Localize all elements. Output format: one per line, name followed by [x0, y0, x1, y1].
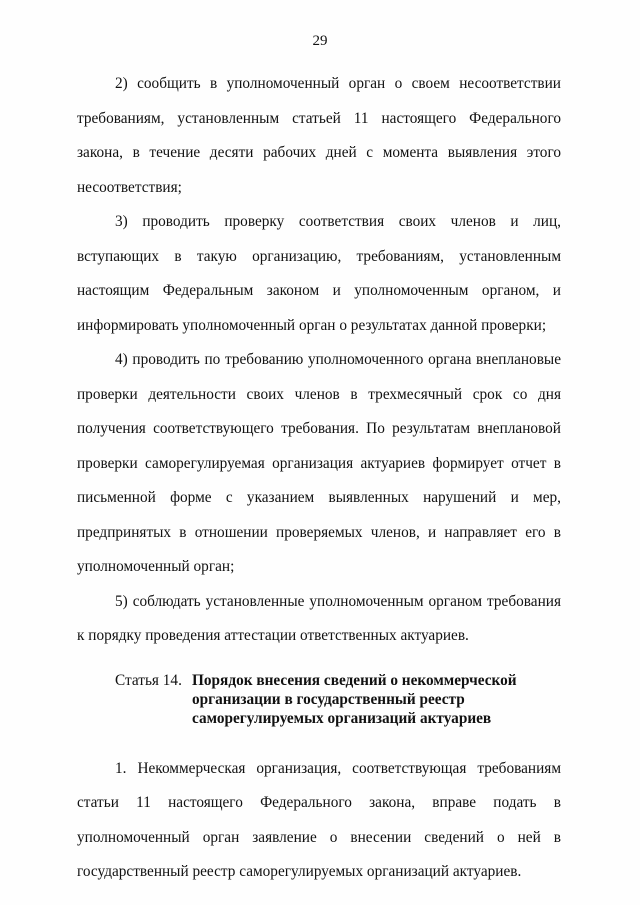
paragraph-item-5: 5) соблюдать установленные уполномоченным органом требования к порядку проведения аттестации ответственных актуариев. [77, 592, 561, 644]
paragraph-item-2: 2) сообщить в уполномоченный орган о своем несоответствии требованиям, установленным статьей 11 настоящего Федерального закона, в течение десяти рабочих дней с момента выявления этого несоответствия; [77, 75, 561, 196]
paragraph-item-3: 3) проводить проверку соответствия своих членов и лиц, вступающих в такую организацию, требованиям, установленным настоящим Федеральным законом и уполномоченным органом, и информировать уполномоченный орган о результатах данной проверки; [77, 213, 561, 334]
document-body [77, 67, 561, 890]
article-number: Статья 14. [115, 671, 182, 689]
paragraph-item-4: 4) проводить по требованию уполномоченного органа внеплановые проверки деятельности своих членов в трехмесячный срок со дня получения соответствующего требования. По результатам внеплановой проверки саморегулируемая организация актуариев формирует отчет в письменной форме с указанием выявленных нарушений и мер, предпринятых в отношении проверяемых членов, и направляет его в уполномоченный орган; [77, 351, 561, 575]
page-number: 29 [312, 33, 328, 49]
article-title: Порядок внесения сведений о некоммерческой организации в государственный реестр саморегулируемых организаций актуариев [192, 671, 517, 727]
paragraph-article-14-part-1: 1. Некоммерческая организация, соответствующая требованиям статьи 11 настоящего Федерального закона, вправе подать в уполномоченный орган заявление о внесении сведений о ней в государственный реестр саморегулируемых организаций актуариев. [77, 759, 561, 880]
article-heading [77, 671, 561, 728]
